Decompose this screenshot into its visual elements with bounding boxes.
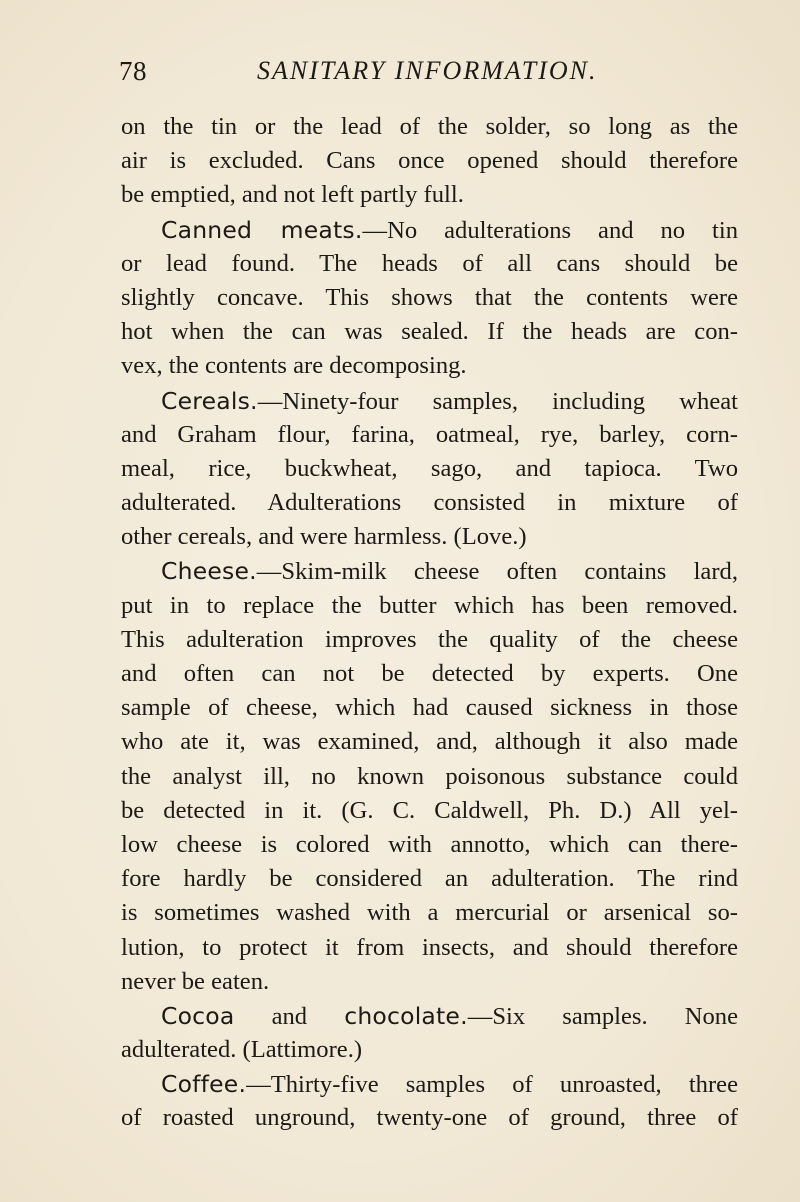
entry-heading: Cereals. xyxy=(161,386,258,415)
text-line xyxy=(121,931,738,965)
line-text: hot when the can was sealed. If the heads are con- xyxy=(121,318,738,346)
line-text: meal, rice, buckwheat, sago, and tapioca. Two xyxy=(121,454,738,482)
text-line xyxy=(121,1033,738,1067)
line-text: be detected in it. (G. C. Caldwell, Ph. D.) All yel- xyxy=(121,796,738,824)
text-line xyxy=(121,1101,738,1135)
text-line xyxy=(121,623,738,657)
text-line xyxy=(121,760,738,794)
text-line xyxy=(121,896,738,930)
text-line xyxy=(121,315,738,349)
line-text: low cheese is colored with annotto, which can there- xyxy=(121,830,738,858)
paragraph-start-line xyxy=(121,384,738,418)
entry-heading: chocolate. xyxy=(344,1001,468,1030)
line-text: —Skim-milk cheese often contains lard, xyxy=(256,558,738,586)
text-line xyxy=(121,862,738,896)
line-text: or lead found. The heads of all cans should be xyxy=(121,249,738,277)
line-text: never be eaten. xyxy=(121,967,270,995)
running-head: SANITARY INFORMATION. xyxy=(257,56,598,85)
text-line xyxy=(121,281,738,315)
line-text: be emptied, and not left partly full. xyxy=(121,181,464,209)
line-text: other cereals, and were harmless. (Love.) xyxy=(121,523,527,551)
line-text: fore hardly be considered an adulteration. The rind xyxy=(121,865,738,893)
text-line xyxy=(121,144,738,178)
line-text: sample of cheese, which had caused sickness in those xyxy=(121,694,738,722)
text-line xyxy=(121,691,738,725)
text-line xyxy=(121,965,738,999)
page-header xyxy=(119,56,739,96)
line-text: is sometimes washed with a mercurial or arsenical so- xyxy=(121,899,738,927)
text-line xyxy=(121,247,738,281)
text-line xyxy=(121,794,738,828)
paragraph-start-line xyxy=(121,213,738,247)
line-text: of roasted unground, twenty-one of ground, three of xyxy=(121,1104,738,1132)
page-number: 78 xyxy=(119,56,147,86)
line-text: adulterated. (Lattimore.) xyxy=(121,1036,363,1064)
line-text: and xyxy=(234,1002,345,1030)
line-text: who ate it, was examined, and, although it also made xyxy=(121,728,738,756)
text-line xyxy=(121,486,738,520)
entry-heading: Canned meats. xyxy=(161,215,363,244)
line-text: put in to replace the butter which has been removed. xyxy=(121,591,738,619)
text-line xyxy=(121,657,738,691)
text-line xyxy=(121,520,738,554)
paragraph-start-line xyxy=(121,999,738,1033)
paragraph-start-line xyxy=(121,554,738,588)
text-line xyxy=(121,110,738,144)
line-text: and often can not be detected by experts. One xyxy=(121,660,738,687)
line-text: vex, the contents are decomposing. xyxy=(121,352,467,380)
line-text: This adulteration improves the quality of the cheese xyxy=(121,625,738,653)
text-line xyxy=(121,178,738,212)
text-line xyxy=(121,725,738,759)
text-line xyxy=(121,589,738,623)
paragraph-start-line xyxy=(121,1067,738,1101)
line-text: slightly concave. This shows that the contents were xyxy=(121,283,738,311)
entry-heading: Cheese. xyxy=(161,557,257,586)
line-text: the analyst ill, no known poisonous substance could xyxy=(121,762,738,790)
line-text: on the tin or the lead of the solder, so long as the xyxy=(121,113,738,140)
entry-heading: Coffee. xyxy=(161,1070,247,1099)
line-text: —Ninety-four samples, including wheat xyxy=(257,387,738,415)
line-text: —Six samples. None xyxy=(467,1002,738,1030)
text-line xyxy=(121,828,738,862)
line-text: —No adulterations and no tin xyxy=(362,216,738,244)
text-line xyxy=(121,349,738,383)
line-text: lution, to protect it from insects, and should therefore xyxy=(121,933,738,961)
entry-heading: Cocoa xyxy=(161,1001,235,1030)
text-line xyxy=(121,418,738,452)
line-text: adulterated. Adulterations consisted in mixture of xyxy=(121,489,738,517)
body-text xyxy=(121,110,738,1136)
line-text: and Graham flour, farina, oatmeal, rye, barley, corn- xyxy=(121,420,738,448)
line-text: air is excluded. Cans once opened should therefore xyxy=(121,147,738,175)
text-line xyxy=(121,452,738,486)
line-text: —Thirty-five samples of unroasted, three xyxy=(246,1071,738,1099)
